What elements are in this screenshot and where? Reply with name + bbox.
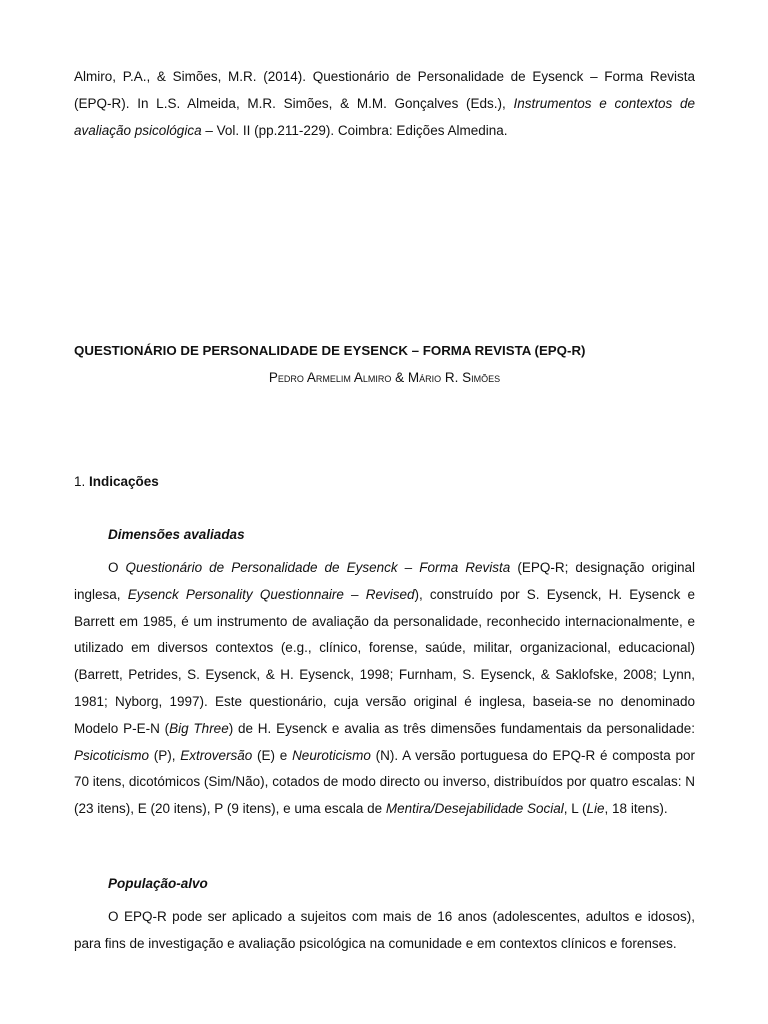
dim-text-8: , L ( — [563, 801, 587, 817]
dim-italic-6: Neuroticismo — [292, 747, 371, 763]
paragraph-dimensoes — [74, 555, 695, 823]
dim-text-9: , 18 itens). — [604, 801, 668, 817]
paragraph-populacao: O EPQ-R pode ser aplicado a sujeitos com mais de 16 anos (adolescentes, adultos e idosos), para fins de investigação e avaliação psicológica na comunidade e em contextos clínicos e forenses. — [74, 909, 695, 951]
dim-italic-5: Extroversão — [180, 747, 253, 763]
subheading-populacao: População-alvo — [108, 876, 208, 891]
document-title: QUESTIONÁRIO DE PERSONALIDADE DE EYSENCK – FORMA REVISTA (EPQ-R) — [74, 343, 586, 358]
dim-text-2: (EPQ-R; designação original inglesa, — [74, 560, 695, 602]
dim-text-3: ), construído por S. Eysenck, H. Eysenck e Barrett em 1985, é um instrumento de avaliação da personalidade, reconhecido internacionalmente, e utilizado em diversos contextos (e.g., clínico, forense, saúde, militar, organizacional, educacional) (Barrett, Petrides, S. Eysenck, & H. Eysenck, 1998; Furnham, S. Eysenck, & Saklofske, 2008; Lynn, 1981; Nyborg, 1997). Este questionário, cuja versão original é inglesa, baseia-se no denominado Modelo P-E-N ( — [74, 586, 695, 736]
citation-rest: – Vol. II (pp.211-229). Coimbra: Edições Almedina. — [201, 122, 508, 138]
section-label: Indicações — [89, 474, 159, 489]
citation-reference — [74, 64, 695, 144]
citation-authors: Almiro, P.A., & Simões, M.R. (2014). Questionário de Personalidade de Eysenck – Forma Revista (EPQ-R). In L.S. Almeida, M.R. Simões, & M.M. Gonçalves (Eds.), — [74, 69, 695, 111]
document-authors: Pedro Armelim Almiro & Mário R. Simões — [268, 370, 501, 385]
dim-italic-2: Eysenck Personality Questionnaire – Revised — [127, 586, 415, 602]
dim-italic-7: Mentira/Desejabilidade Social — [385, 801, 564, 817]
dim-text-6: (E) e — [252, 747, 293, 763]
citation-book-title: Instrumentos e contextos de avaliação psicológica — [74, 95, 696, 138]
dim-text-4: ) de H. Eysenck e avalia as três dimensões fundamentais da personalidade: — [228, 720, 695, 736]
dim-italic-4: Psicoticismo — [74, 747, 150, 763]
subheading-dimensoes: Dimensões avaliadas — [108, 527, 245, 542]
dim-italic-3: Big Three — [169, 720, 229, 736]
dim-italic-8: Lie — [586, 801, 605, 817]
dim-text-1: O — [108, 560, 126, 575]
dim-text-7: (N). A versão portuguesa do EPQ-R é composta por 70 itens, dicotómicos (Sim/Não), cotados de modo directo ou inverso, distribuídos por quatro escalas: N (23 itens), E (20 itens), P (9 itens), e uma escala de — [74, 747, 695, 817]
section-heading-indicacoes — [74, 474, 159, 489]
dim-italic-1: Questionário de Personalidade de Eysenck – Forma Revista — [125, 560, 511, 575]
dim-text-5: (P), — [149, 747, 181, 763]
section-number: 1. — [74, 474, 90, 489]
